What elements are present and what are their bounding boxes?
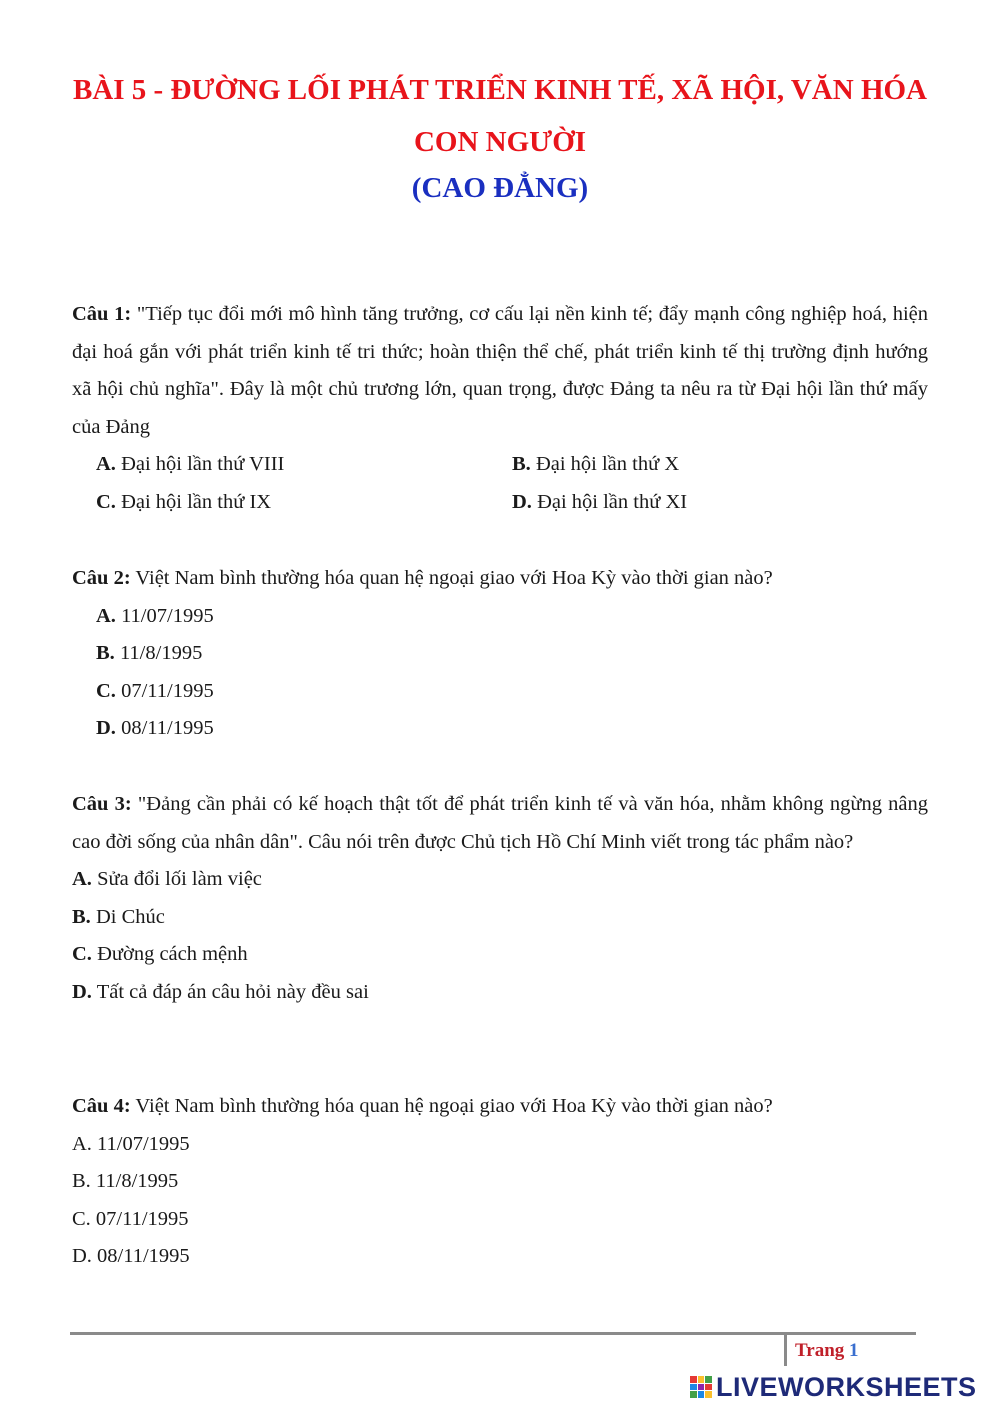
question-1 [72,296,928,522]
liveworksheets-wordmark: LIVEWORKSHEETS [716,1371,977,1402]
question-2 [72,560,928,748]
question-4-option-b[interactable]: B. 11/8/1995 [72,1170,179,1193]
option-key: C. [96,490,116,513]
question-1-option-d[interactable] [512,484,912,522]
question-3-option-a[interactable] [72,861,928,899]
option-text: 11/8/1995 [114,642,203,665]
liveworksheets-mark-icon [690,1376,712,1398]
question-2-stem [72,560,928,598]
question-1-text: "Tiếp tục đổi mới mô hình tăng trưởng, cơ cấu lại nền kinh tế; đẩy mạnh công nghiệp hoá, hiện đại hoá gắn với phát triển kinh tế tri thức; hoàn thiện thể chế, phát triển kinh tế thị trường định hướng xã hội chủ nghĩa". Đây là một chủ trương lớn, quan trọng, được Đảng ta nêu ra từ Đại hội lần thứ mấy của Đảng [72,303,928,438]
option-key: A. [96,604,116,627]
question-3-label: Câu 3: [72,793,132,815]
option-text: Di Chúc [90,905,165,928]
question-4-option-c[interactable]: C. 07/11/1995 [72,1207,189,1230]
question-2-option-c[interactable] [72,673,928,711]
option-text: 08/11/1995 [115,717,214,740]
option-text: Tất cả đáp án câu hỏi này đều sai [91,980,369,1003]
option-text: Đường cách mệnh [91,943,248,966]
question-4-label: Câu 4: [72,1095,131,1117]
option-key: D. [72,980,92,1003]
question-1-option-a[interactable] [96,446,512,484]
liveworksheets-logo[interactable] [690,1372,977,1402]
document-subtitle: (CAO ĐẲNG) [411,172,589,204]
question-3-option-b[interactable] [72,899,928,937]
option-key: B. [512,453,531,476]
question-3 [72,786,928,1012]
option-text: Sửa đổi lối làm việc [91,868,262,891]
question-4 [72,1088,928,1276]
page-word: Trang [795,1340,845,1361]
question-1-stem [72,296,928,446]
page-number-value: 1 [849,1340,859,1361]
option-key: D. [96,717,116,740]
question-3-text: "Đảng cần phải có kế hoạch thật tốt để phát triển kinh tế và văn hóa, nhằm không ngừng nâng cao đời sống của nhân dân". Câu nói trên được Chủ tịch Hồ Chí Minh viết trong tác phẩm nào? [72,793,928,853]
question-4-option-d[interactable]: D. 08/11/1995 [72,1245,190,1268]
question-2-text: Việt Nam bình thường hóa quan hệ ngoại giao với Hoa Kỳ vào thời gian nào? [130,567,773,589]
option-text: Đại hội lần thứ IX [115,490,272,513]
option-text: 07/11/1995 [115,679,214,702]
question-2-option-b[interactable] [72,635,928,673]
question-1-option-c[interactable] [96,484,512,522]
option-key: A. [96,453,116,476]
option-key: D. [512,490,532,513]
option-key: B. [96,642,115,665]
question-3-option-c[interactable] [72,936,928,974]
option-text: Đại hội lần thứ XI [531,490,688,513]
question-4-option-a[interactable]: A. 11/07/1995 [72,1132,190,1155]
question-2-option-d[interactable] [72,710,928,748]
option-key: B. [72,905,91,928]
question-2-label: Câu 2: [72,567,131,589]
option-text: 11/07/1995 [115,604,214,627]
question-4-stem [72,1088,928,1126]
option-text: Đại hội lần thứ X [530,453,680,476]
option-text: Đại hội lần thứ VIII [115,453,285,476]
footer-rule [70,1332,916,1335]
document-title: BÀI 5 - ĐƯỜNG LỐI PHÁT TRIỂN KINH TẾ, XÃ HỘI, VĂN HÓA CON NGƯỜI [72,74,927,158]
page-number [795,1340,859,1362]
question-1-option-b[interactable] [512,446,912,484]
option-key: C. [96,679,116,702]
option-key: A. [72,868,92,891]
question-3-option-d[interactable] [72,974,928,1012]
option-key: C. [72,943,92,966]
question-4-text: Việt Nam bình thường hóa quan hệ ngoại giao với Hoa Kỳ vào thời gian nào? [130,1095,773,1117]
footer-divider [784,1334,787,1366]
question-3-stem [72,786,928,861]
question-2-option-a[interactable] [72,598,928,636]
question-1-label: Câu 1: [72,303,132,325]
